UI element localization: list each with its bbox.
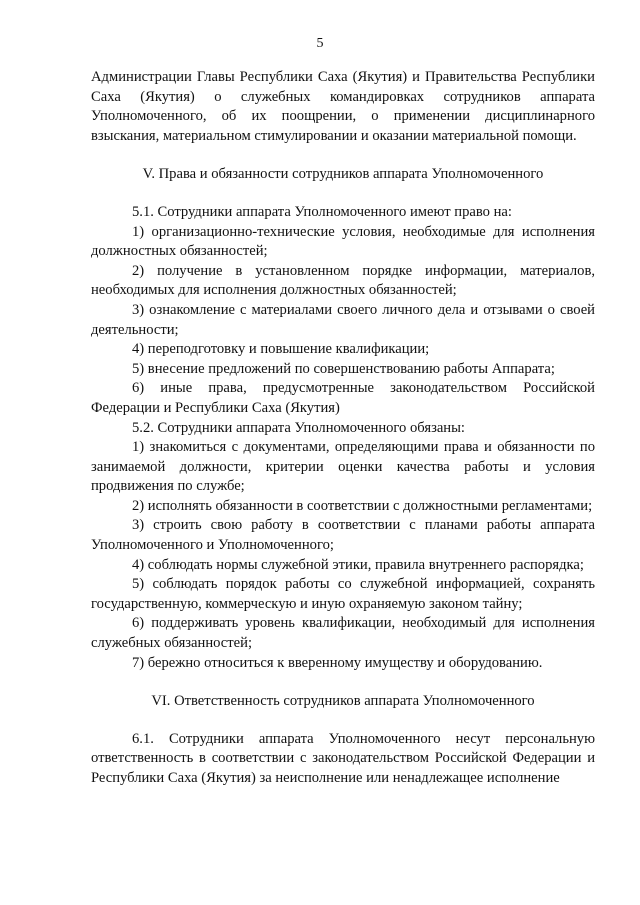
section-6-heading: VI. Ответственность сотрудников аппарата Уполномоченного (151, 693, 535, 710)
duties-item: 3) строить свою работу в соответствии с планами работы аппарата Уполномоченного и Уполномоченного; (91, 517, 595, 554)
continuation-paragraph: Администрации Главы Республики Саха (Якутия) и Правительства Республики Саха (Якутия) о служебных командировках сотрудников аппарата Уполномоченного, об их поощрении, о применении дисциплинарного взыскания, материальном стимулировании и оказании материальной помощи. (91, 69, 595, 144)
duties-item: 4) соблюдать нормы служебной этики, правила внутреннего распорядка; (132, 556, 584, 573)
duties-item: 5) соблюдать порядок работы со служебной информацией, сохранять государственную, коммерческую и иную охраняемую законом тайну; (91, 576, 595, 612)
page-number: 5 (316, 36, 324, 51)
rights-item: 2) получение в установленном порядке информации, материалов, необходимых для исполнения должностных обязанностей; (91, 262, 595, 299)
section-5-heading: V. Права и обязанности сотрудников аппарата Уполномоченного (142, 166, 544, 183)
rights-item: 5) внесение предложений по совершенствованию работы Аппарата; (132, 360, 555, 377)
document-body (91, 68, 595, 789)
spacer (91, 185, 595, 203)
rights-item: 3) ознакомление с материалами своего личного дела и отзывами о своей деятельности; (91, 301, 595, 338)
spacer (91, 712, 595, 730)
duties-item: 2) исполнять обязанности в соответствии с должностными регламентами; (132, 497, 593, 514)
spacer (91, 146, 595, 165)
duties-item: 7) бережно относиться к вверенному имуществу и оборудованию. (132, 654, 543, 671)
clause-5-2: 5.2. Сотрудники аппарата Уполномоченного обязаны: (132, 419, 465, 436)
rights-item: 1) организационно-технические условия, необходимые для исполнения должностных обязанностей; (91, 223, 595, 260)
clause-5-1: 5.1. Сотрудники аппарата Уполномоченного имеют право на: (132, 203, 512, 220)
duties-item: 1) знакомиться с документами, определяющими права и обязанности по занимаемой должности, критерии оценки качества работы и условия продвижения по службе; (91, 439, 595, 495)
spacer (91, 673, 595, 692)
rights-item: 4) переподготовку и повышение квалификации; (132, 341, 430, 358)
clause-6-1: 6.1. Сотрудники аппарата Уполномоченного несут персональную ответственность в соответствии с законодательством Российской Федерации и Республики Саха (Якутия) за неисполнение или ненадлежащее исполнение (91, 730, 595, 786)
duties-item: 6) поддерживать уровень квалификации, необходимый для исполнения служебных обязанностей; (91, 615, 595, 652)
rights-item: 6) иные права, предусмотренные законодательством Российской Федерации и Республики Саха (Якутия) (91, 380, 595, 416)
